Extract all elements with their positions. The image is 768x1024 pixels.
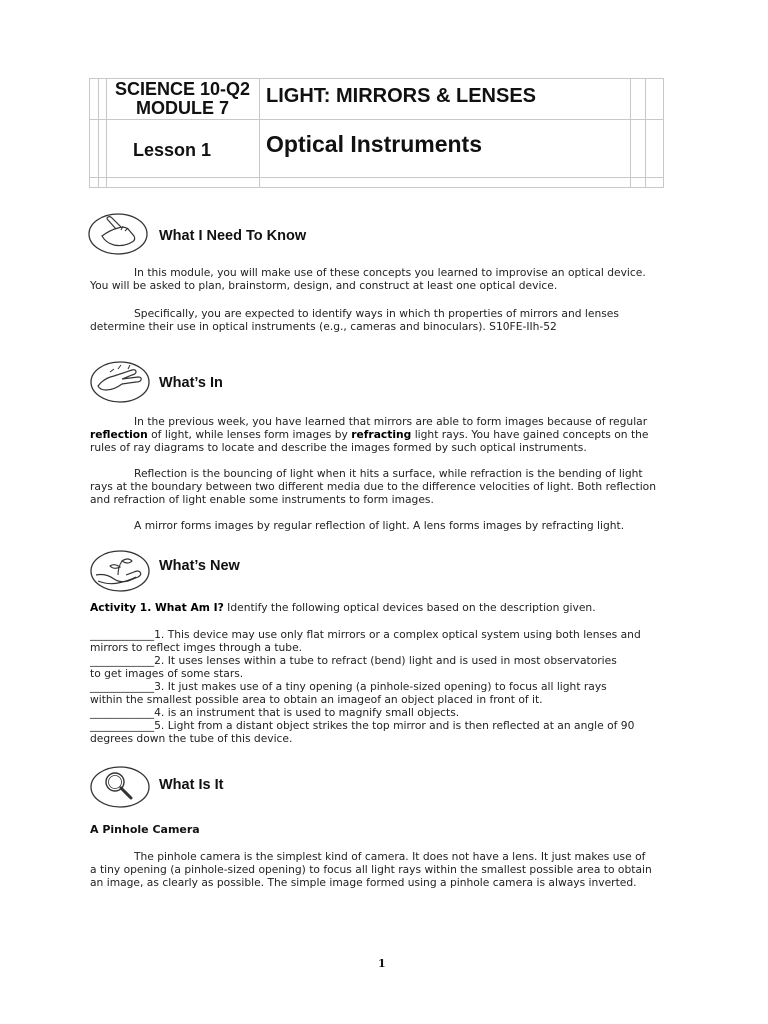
pointing-hand-icon: [88, 212, 152, 256]
text-line: The pinhole camera is the simplest kind of camera. It does not have a lens. It just makes use of: [134, 850, 646, 863]
text-line: rules of ray diagrams to locate and describe the images formed by such optical instruments.: [90, 441, 587, 454]
text-run: of light, while lenses form images by: [147, 428, 352, 441]
table-border: [645, 79, 646, 187]
magnifying-glass-icon: [88, 765, 152, 809]
activity-item-3: ____________3. It just makes use of a tiny opening (a pinhole-sized opening) to focus all light rays: [90, 680, 607, 693]
need-to-know-paragraph-2: [90, 307, 676, 333]
activity-item-2-cont: to get images of some stars.: [90, 667, 244, 680]
activity-text: Identify the following optical devices based on the description given.: [223, 601, 596, 614]
pinhole-camera-paragraph: [90, 850, 676, 889]
text-line: and refraction of light enable some instruments to form images.: [90, 493, 434, 506]
activity-items: [90, 628, 676, 745]
section-title-need-to-know: What I Need To Know: [159, 228, 307, 244]
text-line: You will be asked to plan, brainstorm, design, and construct at least one optical device.: [90, 279, 558, 292]
text-line: A mirror forms images by regular reflection of light. A lens forms images by refracting light.: [134, 519, 625, 532]
text-line: an image, as clearly as possible. The simple image formed using a pinhole camera is always inverted.: [90, 876, 637, 889]
whats-in-paragraph-1: [90, 415, 676, 454]
lesson-title: Optical Instruments: [266, 131, 482, 157]
activity-item-1: ____________1. This device may use only flat mirrors or a complex optical system using both lenses and: [90, 628, 641, 641]
text-run: light rays. You have gained concepts on the: [411, 428, 649, 441]
section-title-what-is-it: What Is It: [159, 777, 224, 793]
text-line: Specifically, you are expected to identify ways in which th properties of mirrors and lenses: [134, 307, 619, 320]
keyword-reflection: reflection: [90, 428, 148, 441]
table-border: [630, 79, 631, 187]
activity-item-1-cont: mirrors to reflect imges through a tube.: [90, 641, 303, 654]
text-line: In the previous week, you have learned that mirrors are able to form images because of regular: [134, 415, 648, 428]
subject-label: [106, 80, 259, 118]
section-title-whats-in: What’s In: [159, 375, 223, 391]
table-border: [90, 119, 663, 120]
activity-item-4: ____________4. is an instrument that is used to magnify small objects.: [90, 706, 460, 719]
table-border: [90, 177, 663, 178]
lesson-label: Lesson 1: [133, 140, 212, 160]
whats-in-paragraph-3: [90, 519, 676, 532]
text-line: rays at the boundary between two different media due to the difference velocities of light. Both reflection: [90, 480, 656, 493]
module-line: MODULE 7: [135, 98, 229, 118]
activity-item-2: ____________2. It uses lenses within a tube to refract (bend) light and is used in most observatories: [90, 654, 617, 667]
table-border: [98, 79, 99, 187]
text-line: determine their use in optical instruments (e.g., cameras and binoculars). S10FE-IIh-52: [90, 320, 557, 333]
keyword-refracting: refracting: [351, 428, 412, 441]
activity-item-5-cont: degrees down the tube of this device.: [90, 732, 293, 745]
activity-item-5: ____________5. Light from a distant object strikes the top mirror and is then reflected at an angle of 90: [90, 719, 635, 732]
hands-with-plant-icon: [88, 549, 152, 593]
subsection-title-pinhole-camera: A Pinhole Camera: [90, 823, 200, 836]
activity-item-3-cont: within the smallest possible area to obtain an imageof an object placed in front of it.: [90, 693, 543, 706]
activity-title: Activity 1. What Am I?: [90, 601, 224, 614]
text-line: In this module, you will make use of these concepts you learned to improvise an optical device.: [134, 266, 646, 279]
activity-instruction: [90, 601, 676, 614]
page-number: 1: [378, 957, 386, 970]
subject-line: SCIENCE 10-Q2: [114, 79, 251, 99]
section-title-whats-new: What’s New: [159, 558, 240, 574]
open-hand-icon: [88, 360, 152, 404]
need-to-know-paragraph-1: [90, 266, 676, 292]
whats-in-paragraph-2: [90, 467, 676, 506]
module-title: LIGHT: MIRRORS & LENSES: [266, 85, 537, 107]
text-line: Reflection is the bouncing of light when it hits a surface, while refraction is the bending of light: [134, 467, 643, 480]
table-border: [259, 79, 260, 187]
text-line: a tiny opening (a pinhole-sized opening) to focus all light rays within the smallest possible area to obtain: [90, 863, 652, 876]
